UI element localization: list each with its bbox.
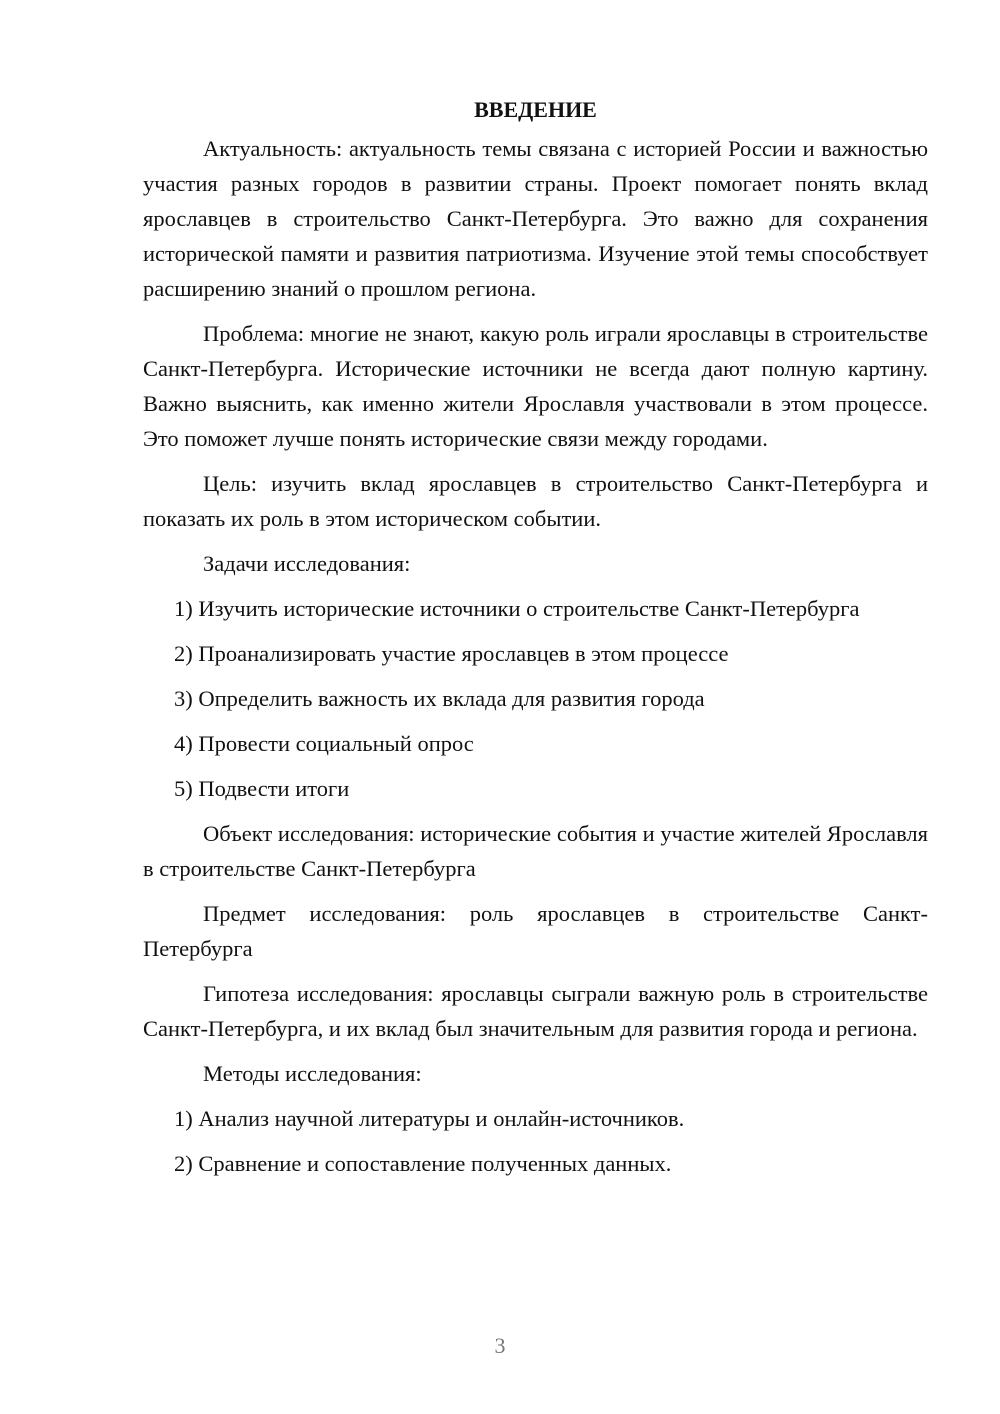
object-paragraph: Объект исследования: исторические события и участие жителей Ярославля в строительстве Санкт-Петербурга <box>143 821 928 881</box>
problem-paragraph: Проблема: многие не знают, какую роль играли ярославцы в строительстве Санкт-Петербурга. Исторические источники не всегда дают полную картину. Важно выяснить, как именно жители Ярославля участвовали в этом процессе. Это поможет лучше понять исторические связи между городами. <box>143 321 928 451</box>
page-title: ВВЕДЕНИЕ <box>474 97 597 122</box>
task-item: 5) Подвести итоги <box>174 776 350 801</box>
task-item: 4) Провести социальный опрос <box>174 731 474 756</box>
tasks-heading: Задачи исследования: <box>203 551 411 576</box>
hypothesis-paragraph: Гипотеза исследования: ярославцы сыграли важную роль в строительстве Санкт-Петербурга, и их вклад был значительным для развития города и региона. <box>143 981 928 1041</box>
task-item: 1) Изучить исторические источники о строительстве Санкт-Петербурга <box>174 596 860 621</box>
task-item: 2) Проанализировать участие ярославцев в этом процессе <box>174 641 729 666</box>
page-number: 3 <box>494 1333 506 1358</box>
document-page <box>143 92 928 1191</box>
relevance-paragraph: Актуальность: актуальность темы связана с историей России и важностью участия разных городов в развитии страны. Проект помогает понять вклад ярославцев в строительство Санкт-Петербурга. Это важно для сохранения исторической памяти и развития патриотизма. Изучение этой темы способствует расширению знаний о прошлом региона. <box>143 136 928 301</box>
subject-paragraph: Предмет исследования: роль ярославцев в строительстве Санкт-Петербурга <box>143 901 928 961</box>
methods-heading: Методы исследования: <box>203 1061 422 1086</box>
method-item: 1) Анализ научной литературы и онлайн-источников. <box>174 1106 685 1131</box>
method-item: 2) Сравнение и сопоставление полученных данных. <box>174 1151 672 1176</box>
goal-paragraph: Цель: изучить вклад ярославцев в строительство Санкт-Петербурга и показать их роль в этом историческом событии. <box>143 471 928 531</box>
task-item: 3) Определить важность их вклада для развития города <box>174 686 705 711</box>
